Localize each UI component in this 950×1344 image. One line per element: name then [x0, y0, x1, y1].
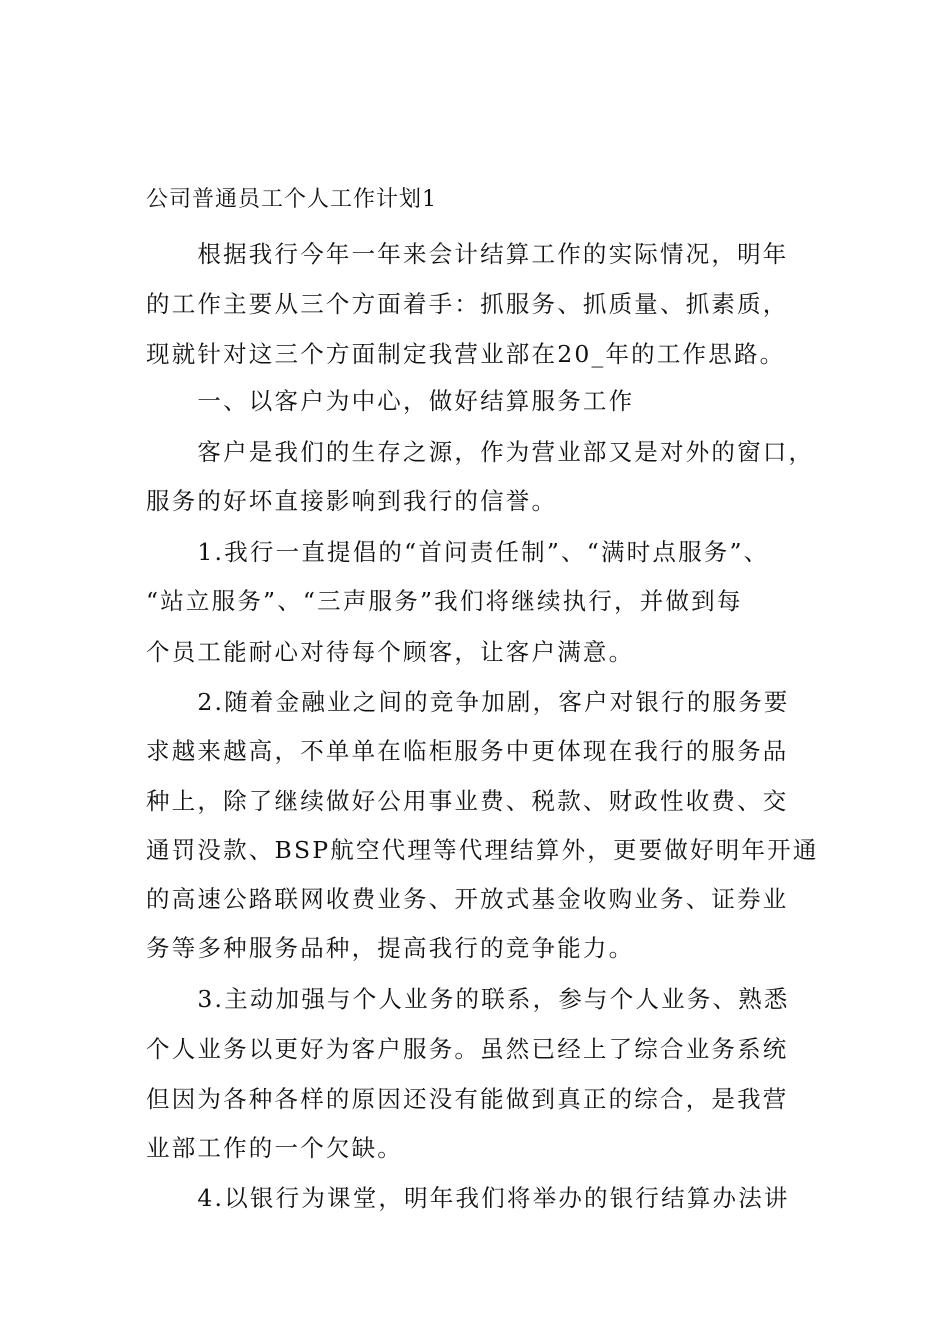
- paragraph-line: 通罚没款、BSP航空代理等代理结算外，更要做好明年开通: [146, 836, 819, 864]
- paragraph-line: “站立服务”、“三声服务”我们将继续执行，并做到每: [146, 587, 743, 615]
- paragraph-line: 个员工能耐心对待每个顾客，让客户满意。: [146, 638, 635, 666]
- paragraph-line: 3.主动加强与个人业务的联系，参与个人业务、熟悉: [146, 985, 790, 1013]
- paragraph-line: 但因为各种各样的原因还没有能做到真正的综合，是我营: [146, 1085, 789, 1113]
- paragraph-line: 个人业务以更好为客户服务。虽然已经上了综合业务系统: [146, 1035, 789, 1063]
- paragraph-line: 种上，除了继续做好公用事业费、税款、财政性收费、交: [146, 787, 789, 815]
- paragraph-line: 求越来越高，不单单在临柜服务中更体现在我行的服务品: [146, 737, 789, 765]
- paragraph-line: 4.以银行为课堂，明年我们将举办的银行结算办法讲: [146, 1184, 790, 1212]
- paragraph-line: 的工作主要从三个方面着手：抓服务、抓质量、抓素质，: [146, 290, 789, 318]
- paragraph-line: 根据我行今年一年来会计结算工作的实际情况，明年: [146, 240, 789, 268]
- subheading-line: 一、以客户为中心，做好结算服务工作: [146, 387, 635, 415]
- paragraph-line: 业部工作的一个欠缺。: [146, 1134, 403, 1162]
- section-heading: 公司普通员工个人工作计划1: [146, 187, 437, 212]
- paragraph-line: 客户是我们的生存之源，作为营业部又是对外的窗口，: [146, 438, 815, 466]
- document-title: [0, 128, 950, 176]
- paragraph-line: 现就针对这三个方面制定我营业部在20_年的工作思路。: [146, 340, 786, 368]
- paragraph-line: 服务的好坏直接影响到我行的信誉。: [146, 487, 558, 515]
- paragraph-line: 务等多种服务品种，提高我行的竞争能力。: [146, 934, 635, 962]
- paragraph-line: 2.随着金融业之间的竞争加剧，客户对银行的服务要: [146, 688, 790, 716]
- paragraph-line: 的高速公路联网收费业务、开放式基金收购业务、证券业: [146, 885, 789, 913]
- paragraph-line: 1.我行一直提倡的“首问责任制”、“满时点服务”、: [146, 538, 770, 566]
